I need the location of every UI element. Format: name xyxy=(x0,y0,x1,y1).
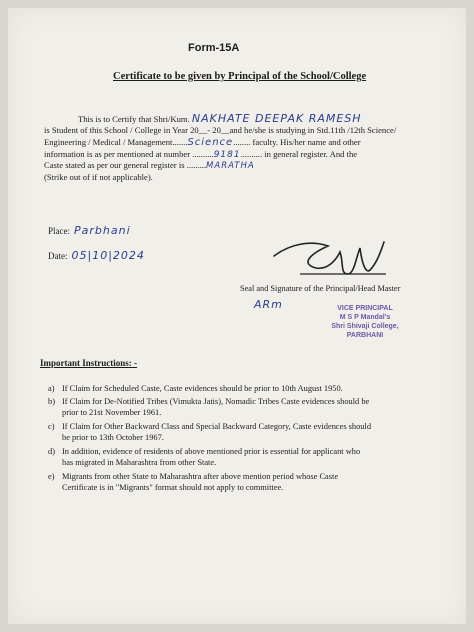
caste-value: MARATHA xyxy=(206,161,255,171)
instruction-continuation: has migrated in Maharashtra from other State. xyxy=(62,458,217,467)
instruction-text: If Claim for De-Notified Tribes (Vimukta Jatis), Nomadic Tribes Caste evidences should be xyxy=(62,397,370,406)
instruction-text: If Claim for Other Backward Class and Special Backward Category, Caste evidences should xyxy=(62,422,372,431)
place-value: Parbhani xyxy=(74,224,131,237)
college-stamp xyxy=(310,304,420,340)
instruction-mark: c) xyxy=(48,422,55,431)
register-text-a: information is as per mentioned at number .......... xyxy=(44,149,214,159)
instructions-heading: Important Instructions: - xyxy=(40,358,138,368)
instruction-text: In addition, evidence of residents of above mentioned prior is essential for applicant who xyxy=(62,447,361,456)
date-row xyxy=(48,246,145,264)
faculty-text-b: ........ faculty. His/her name and other xyxy=(233,137,361,147)
instruction-item xyxy=(48,471,428,493)
date-label: Date: xyxy=(48,251,68,261)
instruction-mark: b) xyxy=(48,397,55,406)
caste-line xyxy=(44,160,255,171)
student-name: NAKHATE DEEPAK RAMESH xyxy=(191,112,362,125)
instruction-continuation: be prior to 13th October 1967. xyxy=(62,433,164,442)
place-row xyxy=(48,221,131,239)
seal-signature-label: Seal and Signature of the Principal/Head Master xyxy=(240,284,401,293)
faculty-value: Science xyxy=(187,137,234,148)
stamp-line-1: VICE PRINCIPAL xyxy=(337,305,393,312)
certify-line xyxy=(78,112,362,125)
instruction-item xyxy=(48,421,428,443)
instruction-item xyxy=(48,446,428,468)
faculty-text-a: Engineering / Medical / Management....... xyxy=(44,137,188,147)
register-line xyxy=(44,149,357,160)
stamp-line-4: PARBHANI xyxy=(346,332,384,339)
instruction-mark: d) xyxy=(48,447,55,456)
faculty-line xyxy=(44,137,361,148)
place-label: Place: xyxy=(48,226,70,236)
certificate-page xyxy=(8,8,466,624)
instruction-continuation: prior to 21st November 1961. xyxy=(62,408,162,417)
instruction-item xyxy=(48,396,428,418)
certify-text: This is to Certify that Shri/Kum. xyxy=(78,114,190,124)
student-line: is Student of this School / College in Year 20__- 20__and he/she is studying in Std.11th /12th Science/ xyxy=(44,125,397,135)
instruction-item xyxy=(48,383,428,394)
date-value: 05|10|2024 xyxy=(71,249,145,262)
instruction-mark: a) xyxy=(48,384,55,393)
register-text-b: .......... in general register. And the xyxy=(240,149,358,159)
instruction-mark: e) xyxy=(48,472,55,481)
stamp-line-3: Shri Shivaji College, xyxy=(331,323,399,330)
instruction-text: Migrants from other State to Maharashtra after above mention period whose Caste xyxy=(62,472,339,481)
stamp-line-2: M S P Mandal's xyxy=(339,314,391,321)
caste-text: Caste stated as per our general register is ......... xyxy=(44,160,207,170)
principal-signature xyxy=(270,234,388,282)
strike-note: (Strike out of if not applicable). xyxy=(44,172,153,182)
form-number: Form-15A xyxy=(188,42,240,54)
certificate-title: Certificate to be given by Principal of the School/College xyxy=(113,71,367,82)
register-number: 9181 xyxy=(213,150,241,160)
instruction-text: If Claim for Scheduled Caste, Caste evidences should be prior to 10th August 1950. xyxy=(62,384,343,393)
instruction-continuation: Certificate is in "Migrants" format should not apply to committee. xyxy=(62,483,284,492)
principal-initials: ARm xyxy=(254,298,283,311)
